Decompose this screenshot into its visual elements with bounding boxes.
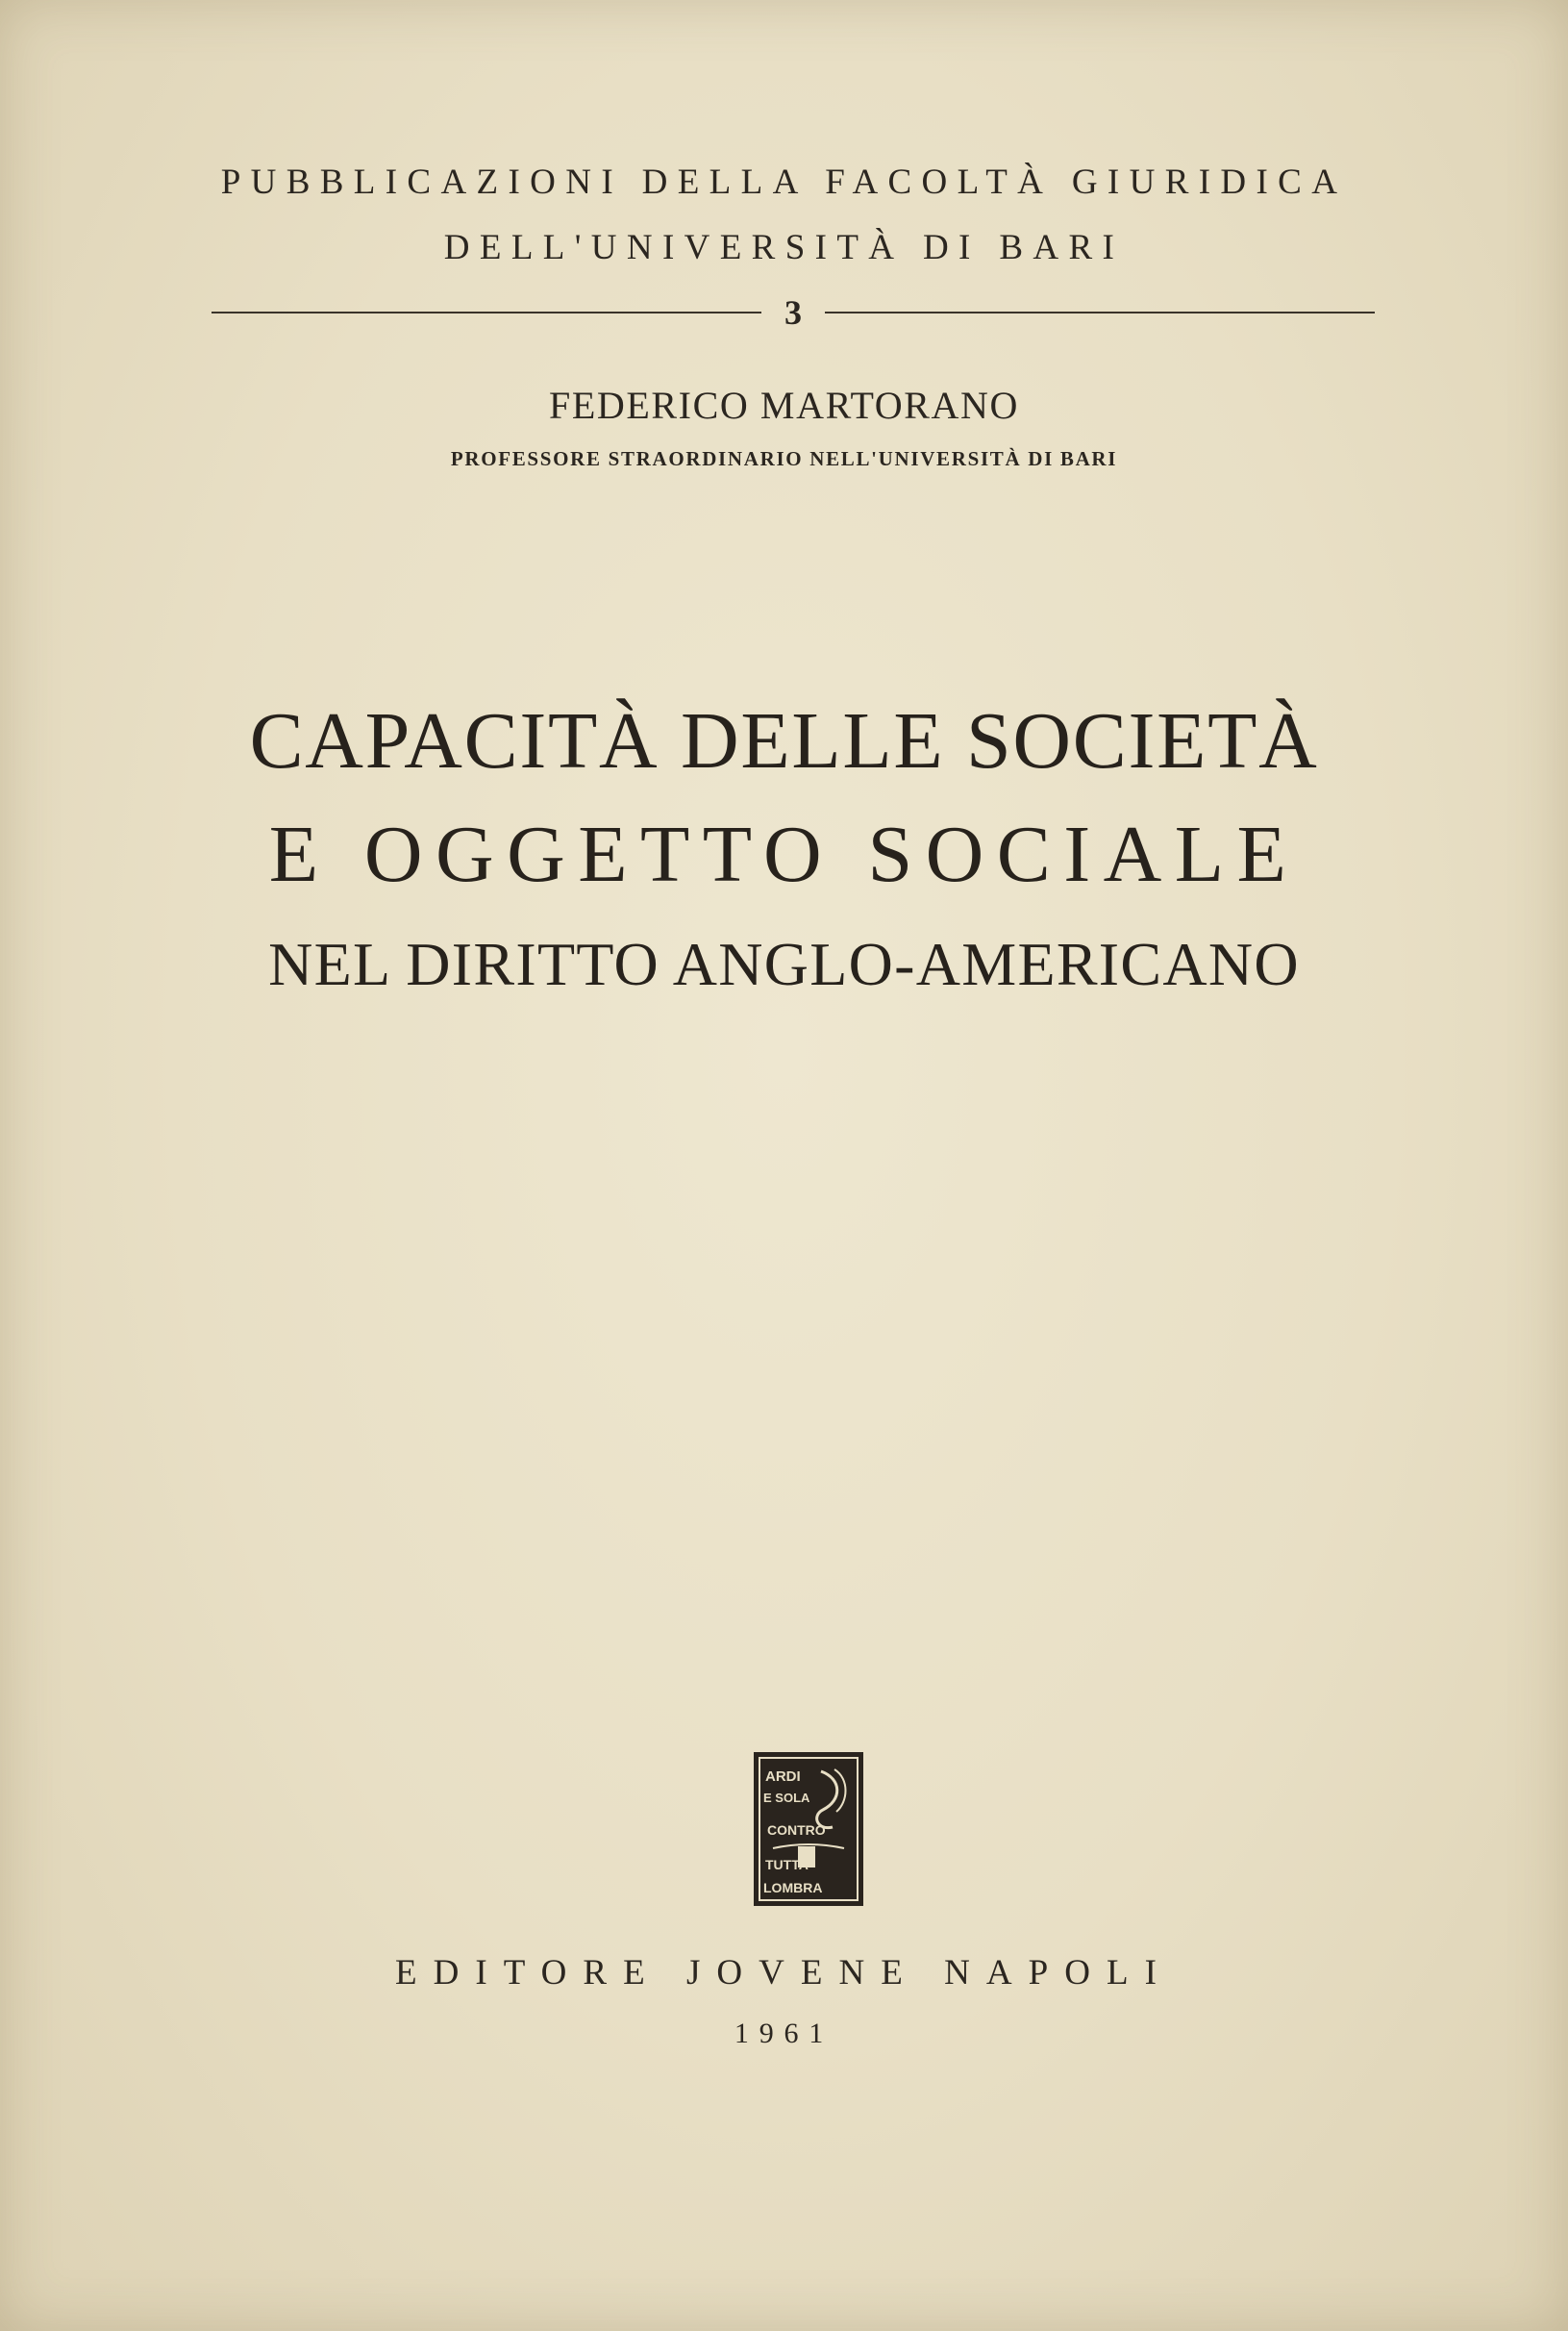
author-role: PROFESSORE STRAORDINARIO NELL'UNIVERSITÀ DI BARI	[450, 447, 1118, 470]
svg-text:TUTTA: TUTTA	[765, 1857, 809, 1872]
right-rule	[825, 312, 1375, 313]
series-title: PUBBLICAZIONI DELLA FACOLTÀ GIURIDICA	[220, 163, 1348, 202]
book-title-line-3: NEL DIRITTO ANGLO-AMERICANO	[268, 930, 1300, 998]
svg-text:LOMBRA: LOMBRA	[763, 1880, 823, 1895]
series-subtitle: DELL'UNIVERSITÀ DI BARI	[443, 228, 1125, 267]
publication-year: 1961	[734, 2018, 834, 2049]
author-name: FEDERICO MARTORANO	[548, 384, 1020, 427]
book-title-line-2: E OGGETTO SOCIALE	[268, 810, 1300, 899]
svg-text:E SOLA: E SOLA	[763, 1791, 810, 1805]
svg-text:CONTRO: CONTRO	[767, 1822, 826, 1838]
book-title-line-1: CAPACITÀ DELLE SOCIETÀ	[249, 696, 1319, 786]
series-number: 3	[784, 293, 802, 332]
left-rule	[212, 312, 761, 313]
publisher-line: EDITORE JOVENE NAPOLI	[395, 1953, 1173, 1993]
publisher-emblem-icon	[754, 1752, 863, 1906]
svg-text:ARDI: ARDI	[765, 1768, 801, 1785]
series-number-row	[212, 288, 1375, 337]
